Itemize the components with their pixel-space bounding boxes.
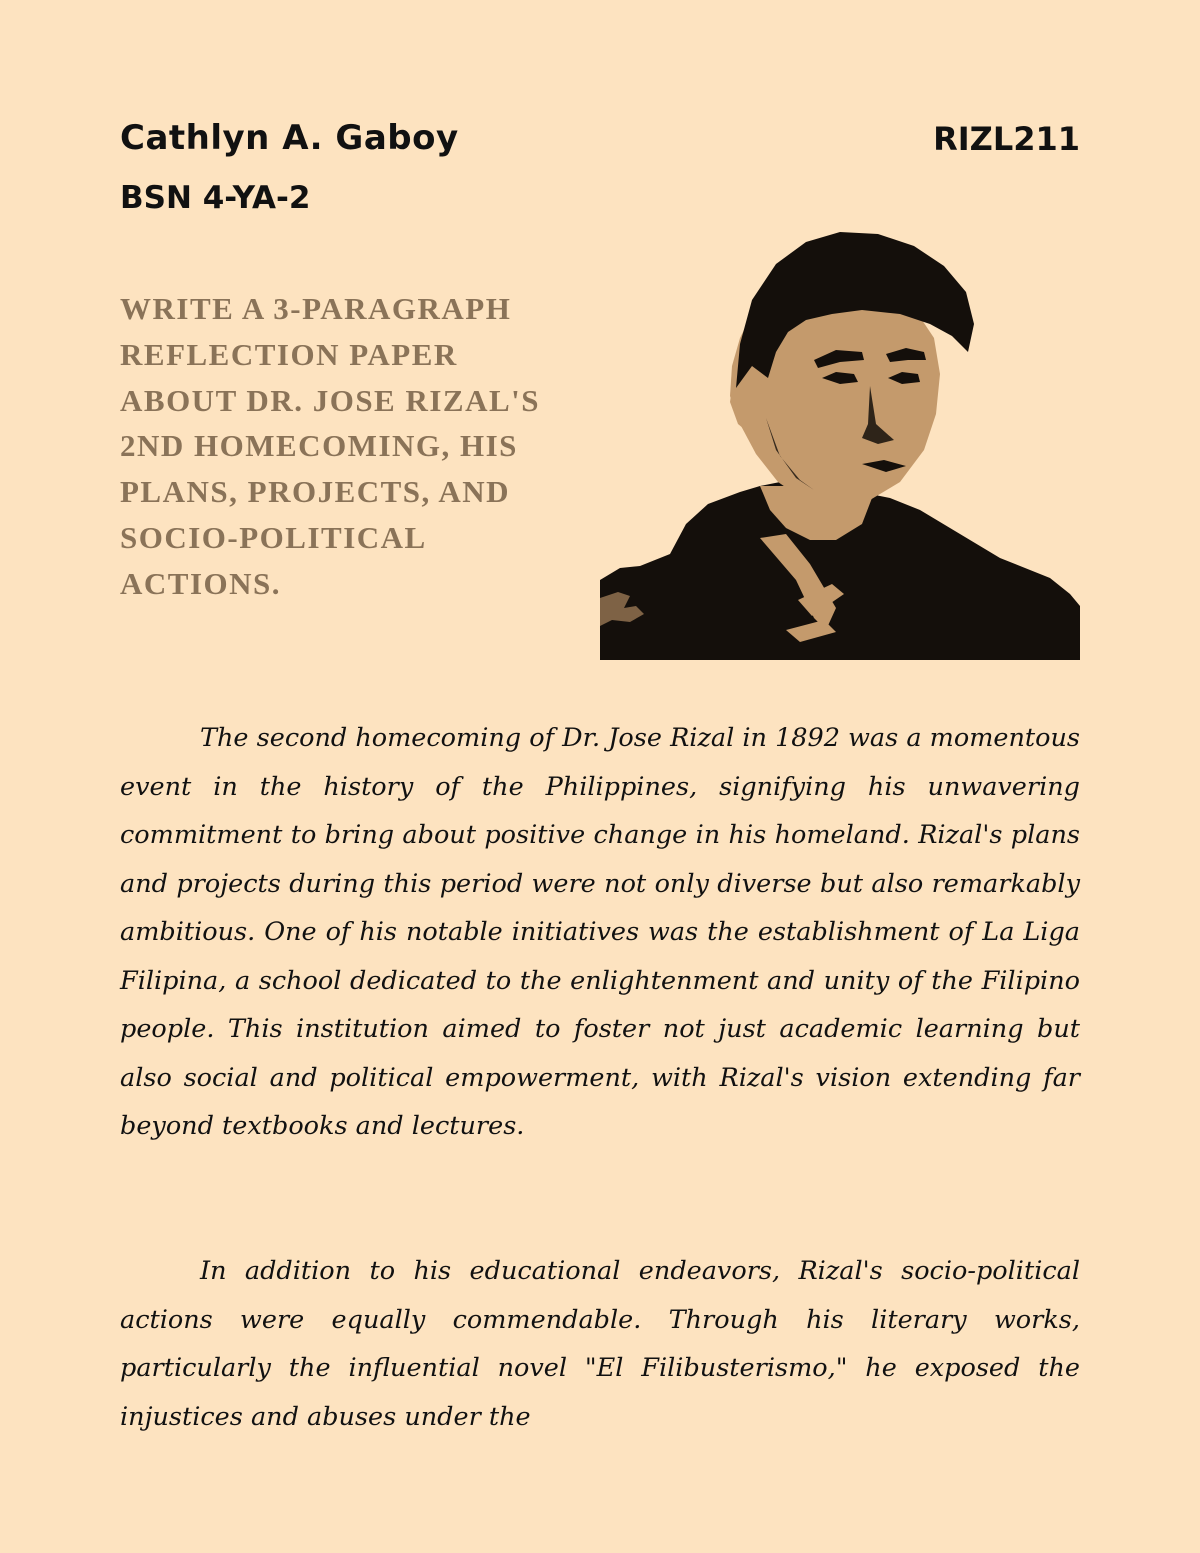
- paragraph-2: In addition to his educational endeavors, Rizal's socio-political actions were equally commendable. Through his literary works, particularly the influential novel "El Filibusterismo," he exposed the injustices and abuses under the: [120, 1256, 1080, 1432]
- course-code: RIZL211: [933, 120, 1080, 158]
- jose-rizal-portrait: [600, 228, 1080, 660]
- student-section: BSN 4-YA-2: [120, 180, 311, 216]
- paragraph-1: The second homecoming of Dr. Jose Rizal in 1892 was a momentous event in the history of the Philippines, signifying his unwavering commitment to bring about positive change in his homeland. Rizal's plans and projects during this period were not only diverse but also remarkably ambitious. One of his notable initiatives was the establishment of La Liga Filipina, a school dedicated to the enlightenment and unity of the Filipino people. This institution aimed to foster not just academic learning but also social and political empowerment, with Rizal's vision extending far beyond textbooks and lectures.: [120, 723, 1080, 1141]
- assignment-prompt: WRITE A 3-PARAGRAPH REFLECTION PAPER ABOUT DR. JOSE RIZAL'S 2ND HOMECOMING, HIS PLANS, PROJECTS, AND SOCIO-POLITICAL ACTIONS.: [120, 291, 541, 601]
- student-name: Cathlyn A. Gaboy: [120, 118, 459, 158]
